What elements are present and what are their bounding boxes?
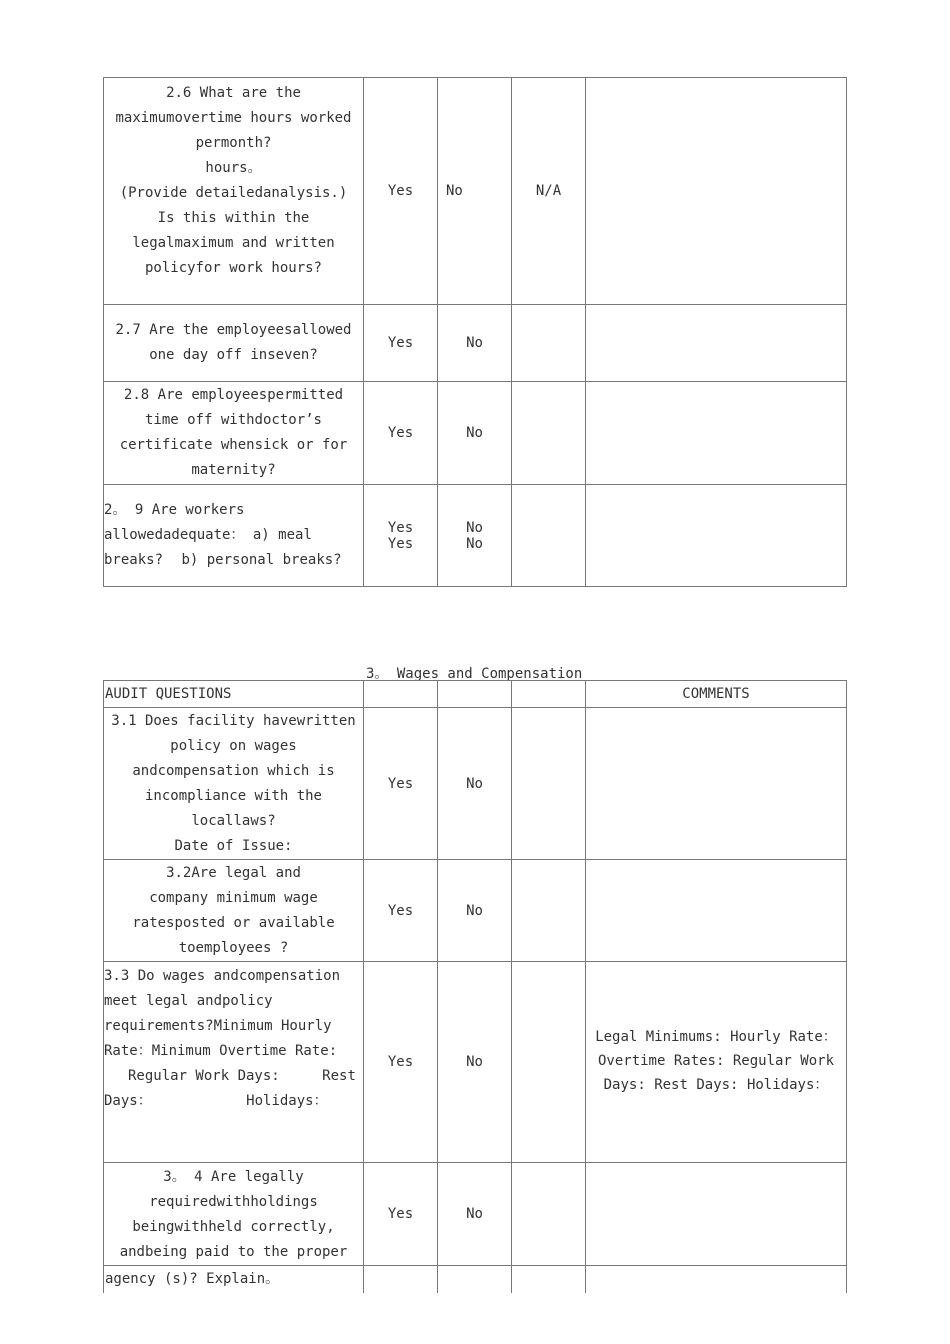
wages-audit-table — [103, 680, 847, 1293]
na-cell — [512, 708, 586, 860]
comments-cell[interactable] — [586, 485, 847, 587]
yes-option[interactable]: Yes — [364, 962, 438, 1163]
question-cell: 3.1 Does facility havewritten policy on wages andcompensation which is incompliance with the locallaws? Date of Issue: — [104, 708, 364, 860]
yes-option[interactable]: Yes — [364, 78, 438, 305]
cell — [586, 1266, 847, 1293]
no-option[interactable]: No — [438, 860, 512, 962]
comment-line: Hourly Rate： — [730, 1029, 837, 1046]
comments-cell[interactable] — [586, 1163, 847, 1266]
no-option[interactable]: No — [438, 962, 512, 1163]
comment-line: Overtime Rates: — [597, 1053, 725, 1070]
section-title: 3。 Wages and Compensation — [366, 666, 583, 682]
no-option[interactable]: No — [438, 78, 512, 305]
table-row — [104, 485, 847, 587]
yes-option[interactable]: Yes — [364, 860, 438, 962]
header-cell — [438, 681, 512, 708]
cell — [438, 1266, 512, 1293]
na-cell — [512, 382, 586, 485]
table-row — [104, 962, 847, 1163]
no-option-meal[interactable]: No — [466, 519, 483, 536]
no-options — [438, 485, 512, 587]
comments-header: COMMENTS — [586, 681, 847, 708]
header-cell — [512, 681, 586, 708]
question-continuation: agency (s)? Explain。 — [104, 1266, 364, 1293]
na-option[interactable]: N/A — [512, 78, 586, 305]
question-cell: 2.8 Are employeespermitted time off withdoctor’s certificate whensick or for maternity? — [104, 382, 364, 485]
comments-cell[interactable] — [586, 305, 847, 382]
table-row — [104, 1163, 847, 1266]
yes-option[interactable]: Yes — [364, 382, 438, 485]
na-cell — [512, 485, 586, 587]
comments-cell[interactable] — [586, 860, 847, 962]
yes-option-personal[interactable]: Yes — [387, 535, 414, 552]
table-row — [104, 382, 847, 485]
comment-line: Legal Minimums: — [595, 1029, 722, 1046]
comments-cell[interactable] — [586, 962, 847, 1163]
no-option[interactable]: No — [438, 708, 512, 860]
table-row — [104, 78, 847, 305]
comment-line: Regular Work Days: — [603, 1053, 835, 1093]
comments-cell[interactable] — [586, 708, 847, 860]
na-cell — [512, 962, 586, 1163]
header-row — [104, 681, 847, 708]
no-option[interactable]: No — [438, 382, 512, 485]
comments-cell[interactable] — [586, 78, 847, 305]
no-option[interactable]: No — [438, 305, 512, 382]
comment-line: Rest Days: — [654, 1076, 739, 1093]
audit-questions-header: AUDIT QUESTIONS — [104, 681, 364, 708]
yes-option[interactable]: Yes — [364, 1163, 438, 1266]
question-cell: 2.6 What are the maximumovertime hours worked permonth? hours。 (Provide detailedanalysis.) Is this within the legalmaximum and written policyfor work hours? — [104, 78, 364, 305]
question-cell: 2.7 Are the employeesallowed one day off inseven? — [104, 305, 364, 382]
na-cell — [512, 860, 586, 962]
table-row — [104, 708, 847, 860]
na-cell — [512, 1163, 586, 1266]
yes-option[interactable]: Yes — [364, 708, 438, 860]
yes-options — [364, 485, 438, 587]
table-row — [104, 860, 847, 962]
cell — [512, 1266, 586, 1293]
no-option-personal[interactable]: No — [466, 535, 483, 552]
comment-line: Holidays： — [746, 1076, 829, 1093]
question-cell: 3.2Are legal and company minimum wage ratesposted or available toemployees ? — [104, 860, 364, 962]
comments-cell[interactable] — [586, 382, 847, 485]
question-cell: 3.3 Do wages andcompensation meet legal andpolicy requirements?Minimum Hourly Rate：Minimum Overtime Rate: Regular Work Days: Rest Days： Holidays： — [104, 962, 364, 1163]
question-cell: 3。 4 Are legally requiredwithholdings beingwithheld correctly, andbeing paid to the proper — [104, 1163, 364, 1266]
yes-option-meal[interactable]: Yes — [387, 519, 414, 536]
hours-audit-table — [103, 77, 847, 587]
header-cell — [364, 681, 438, 708]
na-cell — [512, 305, 586, 382]
question-cell: 2。 9 Are workers allowedadequate： a) meal breaks? b) personal breaks? — [104, 485, 364, 587]
yes-option[interactable]: Yes — [364, 305, 438, 382]
cell — [364, 1266, 438, 1293]
table-row — [104, 1266, 847, 1293]
no-option[interactable]: No — [438, 1163, 512, 1266]
table-row — [104, 305, 847, 382]
